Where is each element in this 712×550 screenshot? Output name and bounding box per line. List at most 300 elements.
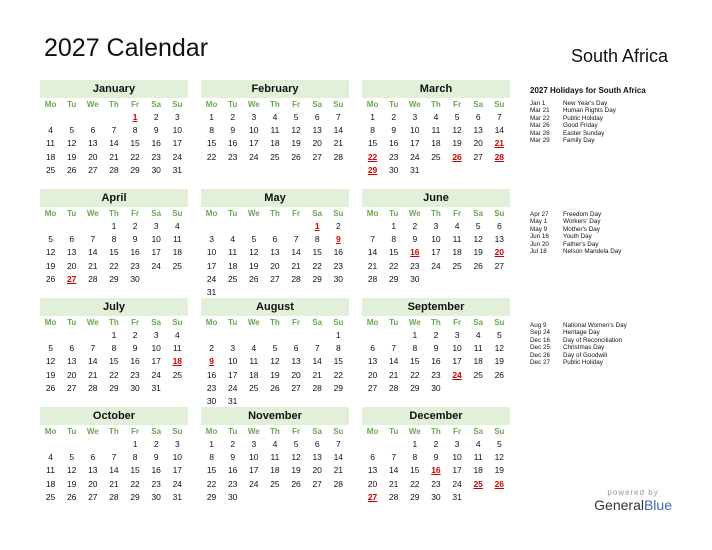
day: 31 <box>172 164 183 175</box>
day: 15 <box>109 247 119 258</box>
day: 7 <box>370 234 375 245</box>
holiday-row <box>530 218 621 225</box>
day: 2 <box>132 330 138 340</box>
weekday-header <box>362 425 510 438</box>
day: 1 <box>370 112 375 122</box>
empty-day <box>307 491 328 504</box>
day: 28 <box>312 382 322 393</box>
week-row <box>362 342 510 355</box>
day: 20 <box>88 151 98 162</box>
day: 23 <box>227 478 238 489</box>
empty-day <box>468 164 489 177</box>
empty-day <box>40 220 61 233</box>
empty-day <box>447 273 468 286</box>
weekday-label: Sa <box>312 318 323 327</box>
week-row <box>201 438 349 451</box>
day: 1 <box>391 221 397 231</box>
weekday-label: Fr <box>453 427 462 436</box>
weekday-label: Tu <box>228 318 238 327</box>
empty-day <box>264 220 285 233</box>
month-january <box>40 80 188 177</box>
day: 12 <box>291 125 301 136</box>
holiday-date: Dec 16 <box>530 336 550 344</box>
empty-day <box>286 329 307 342</box>
day: 16 <box>130 247 140 258</box>
weekday-label: Th <box>270 209 280 218</box>
holiday-row <box>530 137 646 144</box>
empty-day <box>61 220 82 233</box>
holiday-row <box>530 130 646 137</box>
day: 27 <box>473 151 483 162</box>
holiday-day: 1 <box>314 221 320 231</box>
day: 18 <box>452 247 462 258</box>
day: 18 <box>270 138 280 149</box>
day: 27 <box>312 478 322 489</box>
day: 1 <box>335 330 341 340</box>
weekday-label: Tu <box>67 427 77 436</box>
week-row <box>362 246 510 259</box>
day: 4 <box>174 330 180 340</box>
day: 27 <box>291 382 301 393</box>
week-row <box>201 355 349 368</box>
day: 4 <box>251 343 257 354</box>
week-row <box>40 137 188 150</box>
empty-day <box>286 491 307 504</box>
day: 6 <box>370 343 375 354</box>
day: 11 <box>473 343 483 354</box>
weekday-label: Sa <box>473 427 484 436</box>
day: 7 <box>335 439 341 449</box>
day: 15 <box>410 465 420 476</box>
day: 17 <box>452 356 462 367</box>
day: 11 <box>270 452 280 463</box>
day: 27 <box>88 164 98 175</box>
day: 1 <box>412 439 418 449</box>
weekday-label: Fr <box>453 100 462 109</box>
holiday-date: Jan 1 <box>530 100 546 107</box>
day: 15 <box>206 465 217 476</box>
week-row <box>40 342 188 355</box>
day: 21 <box>333 465 344 476</box>
holiday-day: 26 <box>494 478 505 489</box>
weekday-label: Su <box>333 427 344 436</box>
holiday-name: National Women's Day <box>563 322 627 329</box>
day: 2 <box>335 221 341 231</box>
holiday-name: Father's Day <box>563 240 599 248</box>
day: 28 <box>88 382 98 393</box>
day: 8 <box>335 343 341 354</box>
day: 15 <box>410 356 420 367</box>
weekday-label: We <box>247 318 260 327</box>
holiday-date: Dec 26 <box>530 351 550 359</box>
day: 12 <box>249 247 259 258</box>
holiday-row <box>530 211 621 218</box>
weekday-label: Sa <box>473 100 484 109</box>
weekday-label: Tu <box>67 100 77 109</box>
week-row <box>362 329 510 342</box>
holiday-date: Aug 9 <box>530 322 547 329</box>
day: 12 <box>66 465 77 476</box>
day: 10 <box>452 452 462 463</box>
holiday-row <box>530 248 621 255</box>
day: 20 <box>473 138 483 149</box>
day: 5 <box>454 112 460 122</box>
day: 29 <box>109 382 119 393</box>
empty-day <box>264 329 285 342</box>
weekday-label: Tu <box>228 427 238 436</box>
weekday-label: Th <box>270 427 280 436</box>
day: 12 <box>270 356 280 367</box>
weekday-label: Th <box>109 100 119 109</box>
day: 19 <box>291 138 301 149</box>
day: 4 <box>48 125 53 136</box>
holiday-day: 28 <box>494 151 505 162</box>
day: 9 <box>230 125 236 136</box>
day: 7 <box>90 234 96 245</box>
day: 22 <box>410 478 420 489</box>
day: 3 <box>153 330 159 340</box>
month-april <box>40 189 188 286</box>
day: 4 <box>433 112 439 122</box>
day: 4 <box>174 221 180 231</box>
day: 7 <box>90 343 96 354</box>
day: 20 <box>66 369 77 380</box>
week-row <box>40 246 188 259</box>
week-row <box>362 151 510 164</box>
weekday-header <box>201 207 349 220</box>
weekday-label: Mo <box>205 427 218 436</box>
day: 23 <box>151 151 161 162</box>
weekday-header <box>40 98 188 111</box>
day: 8 <box>111 234 117 245</box>
day: 17 <box>206 260 217 271</box>
holiday-day: 27 <box>367 491 378 502</box>
day: 3 <box>454 439 460 449</box>
month-title: January <box>40 80 188 98</box>
empty-day <box>489 164 510 177</box>
day: 5 <box>496 330 502 340</box>
day: 13 <box>312 125 322 136</box>
day: 13 <box>291 356 301 367</box>
day: 9 <box>433 452 439 463</box>
day: 9 <box>391 125 397 136</box>
holiday-day: 20 <box>494 247 505 258</box>
holiday-day: 9 <box>335 234 341 245</box>
weekday-label: Sa <box>473 318 484 327</box>
holiday-date: Dec 25 <box>530 344 550 352</box>
week-row <box>362 111 510 124</box>
day: 9 <box>132 343 138 354</box>
day: 11 <box>172 343 182 354</box>
week-row <box>40 369 188 382</box>
day: 25 <box>45 491 56 502</box>
empty-day <box>286 220 307 233</box>
day: 12 <box>66 138 77 149</box>
day: 14 <box>109 138 119 149</box>
day: 17 <box>151 247 161 258</box>
day: 29 <box>410 382 420 393</box>
empty-day <box>222 220 243 233</box>
day: 29 <box>388 273 399 284</box>
day: 18 <box>172 247 183 258</box>
day: 17 <box>172 138 183 149</box>
day: 3 <box>153 221 159 231</box>
day: 25 <box>249 382 259 393</box>
day: 29 <box>206 491 217 502</box>
day: 29 <box>130 491 140 502</box>
week-row <box>40 438 188 451</box>
holiday-date: Jul 18 <box>530 248 547 256</box>
week-row <box>362 137 510 150</box>
day: 19 <box>494 465 505 476</box>
day: 25 <box>473 369 483 380</box>
day: 2 <box>209 343 214 354</box>
day: 2 <box>433 439 439 449</box>
day: 28 <box>333 151 344 162</box>
day: 18 <box>473 465 483 476</box>
holiday-name: Youth Day <box>563 233 592 241</box>
week-row <box>40 451 188 464</box>
day: 17 <box>227 369 238 380</box>
day: 25 <box>452 260 462 271</box>
weekday-label: Th <box>109 427 119 436</box>
day: 6 <box>90 125 96 136</box>
weekday-label: Mo <box>44 427 57 436</box>
day: 27 <box>88 491 98 502</box>
weekday-label: We <box>86 209 99 218</box>
day: 19 <box>494 356 505 367</box>
holiday-name: Public Holiday <box>563 114 603 122</box>
holiday-name: Christmas Day <box>563 344 605 352</box>
day: 12 <box>452 125 462 136</box>
day: 3 <box>251 439 257 449</box>
holiday-date: May 9 <box>530 225 548 233</box>
month-july <box>40 298 188 395</box>
week-row <box>40 382 188 395</box>
week-row <box>362 164 510 177</box>
weekday-label: Su <box>494 318 505 327</box>
weekday-label: Tu <box>389 318 399 327</box>
holiday-name: Public Holiday <box>563 359 603 367</box>
day: 8 <box>132 452 138 463</box>
day: 17 <box>249 465 259 476</box>
weekday-label: Fr <box>131 427 140 436</box>
weekday-label: Mo <box>366 100 379 109</box>
holiday-row <box>530 107 646 114</box>
day: 16 <box>227 465 238 476</box>
day: 23 <box>431 369 441 380</box>
day: 22 <box>333 369 344 380</box>
day: 23 <box>410 260 420 271</box>
empty-day <box>82 111 103 124</box>
empty-day <box>61 438 82 451</box>
empty-day <box>243 329 264 342</box>
weekday-label: Mo <box>205 318 218 327</box>
holiday-date: Jun 20 <box>530 240 549 248</box>
empty-day <box>328 491 349 504</box>
day: 3 <box>433 221 439 231</box>
weekday-header <box>201 425 349 438</box>
day: 27 <box>367 382 378 393</box>
day: 18 <box>270 465 280 476</box>
weekday-label: Sa <box>151 427 162 436</box>
holiday-date: May 1 <box>530 218 548 226</box>
day: 23 <box>388 151 399 162</box>
holiday-row <box>530 344 627 351</box>
page-title: 2027 Calendar <box>44 34 209 62</box>
week-row <box>40 464 188 477</box>
day: 18 <box>431 138 441 149</box>
day: 10 <box>151 234 161 245</box>
holiday-date: Dec 27 <box>530 359 550 367</box>
holiday-row <box>530 359 627 366</box>
holiday-name: Day of Reconciliation <box>563 336 623 344</box>
weekday-label: Su <box>494 427 505 436</box>
day: 14 <box>494 125 505 136</box>
day: 14 <box>333 452 344 463</box>
day: 28 <box>291 273 301 284</box>
month-title: June <box>362 189 510 207</box>
weekday-label: Th <box>109 209 119 218</box>
week-row <box>201 464 349 477</box>
day: 7 <box>111 125 117 136</box>
day: 1 <box>132 439 138 449</box>
day: 22 <box>388 260 399 271</box>
weekday-label: Su <box>172 427 183 436</box>
day: 23 <box>206 382 217 393</box>
day: 28 <box>109 164 119 175</box>
day: 15 <box>367 138 378 149</box>
day: 6 <box>293 343 299 354</box>
weekday-label: Th <box>270 318 280 327</box>
day: 19 <box>249 260 259 271</box>
day: 8 <box>391 234 397 245</box>
day: 23 <box>227 151 238 162</box>
weekday-label: We <box>408 209 421 218</box>
day: 29 <box>130 164 140 175</box>
day: 24 <box>172 151 183 162</box>
weekday-header <box>362 207 510 220</box>
empty-day <box>103 111 124 124</box>
day: 8 <box>412 343 418 354</box>
day: 12 <box>494 452 505 463</box>
weekday-label: Th <box>270 100 280 109</box>
day: 5 <box>48 343 53 354</box>
day: 10 <box>172 125 183 136</box>
weekday-label: Su <box>172 100 183 109</box>
holiday-name: Easter Sunday <box>563 129 605 137</box>
day: 30 <box>130 382 140 393</box>
month-title: February <box>201 80 349 98</box>
weekday-label: We <box>247 100 260 109</box>
day: 8 <box>412 452 418 463</box>
holiday-group <box>530 322 627 366</box>
day: 15 <box>109 356 119 367</box>
day: 27 <box>494 260 505 271</box>
week-row <box>40 233 188 246</box>
day: 4 <box>272 112 278 122</box>
day: 11 <box>228 247 238 258</box>
holiday-day: 21 <box>494 138 505 149</box>
empty-day <box>362 438 383 451</box>
day: 20 <box>270 260 280 271</box>
week-row <box>201 382 349 395</box>
weekday-label: Tu <box>67 318 77 327</box>
day: 31 <box>410 164 420 175</box>
month-title: May <box>201 189 349 207</box>
day: 14 <box>388 465 399 476</box>
day: 21 <box>388 478 399 489</box>
day: 16 <box>206 369 217 380</box>
day: 22 <box>206 151 217 162</box>
day: 8 <box>111 343 117 354</box>
weekday-label: We <box>408 427 421 436</box>
empty-day <box>201 329 222 342</box>
holiday-day: 24 <box>452 369 462 380</box>
day: 29 <box>312 273 322 284</box>
day: 5 <box>272 343 278 354</box>
weekday-label: Fr <box>131 100 140 109</box>
day: 9 <box>230 452 236 463</box>
day: 26 <box>291 478 301 489</box>
weekday-label: We <box>408 100 421 109</box>
weekday-label: Mo <box>44 209 57 218</box>
day: 13 <box>367 356 378 367</box>
day: 8 <box>209 452 214 463</box>
day: 10 <box>206 247 217 258</box>
day: 1 <box>209 112 214 122</box>
week-row <box>201 124 349 137</box>
day: 5 <box>496 439 502 449</box>
day: 21 <box>88 369 98 380</box>
day: 19 <box>45 369 56 380</box>
weekday-label: Fr <box>292 209 301 218</box>
brand-blue: Blue <box>643 497 672 513</box>
weekday-header <box>201 98 349 111</box>
day: 14 <box>333 125 344 136</box>
day: 1 <box>111 330 117 340</box>
empty-day <box>61 111 82 124</box>
weekday-label: We <box>408 318 421 327</box>
month-june <box>362 189 510 286</box>
day: 26 <box>494 369 505 380</box>
country-label: South Africa <box>570 46 668 66</box>
holiday-name: Family Day <box>563 137 595 145</box>
month-title: August <box>201 298 349 316</box>
holiday-day: 1 <box>132 112 138 122</box>
day: 7 <box>391 452 397 463</box>
brand-name <box>594 497 672 513</box>
weekday-label: Th <box>431 427 441 436</box>
holiday-day: 25 <box>473 478 483 489</box>
day: 17 <box>172 465 183 476</box>
day: 14 <box>88 356 98 367</box>
week-row <box>40 478 188 491</box>
week-row <box>201 260 349 273</box>
day: 24 <box>172 478 183 489</box>
day: 25 <box>227 273 238 284</box>
day: 21 <box>109 151 119 162</box>
holiday-day: 9 <box>209 356 214 367</box>
day: 21 <box>333 138 344 149</box>
holiday-date: Mar 28 <box>530 129 550 137</box>
day: 10 <box>410 125 420 136</box>
day: 3 <box>174 439 180 449</box>
holiday-date: Jun 16 <box>530 233 549 241</box>
empty-day <box>425 273 446 286</box>
day: 6 <box>475 112 481 122</box>
day: 6 <box>90 452 96 463</box>
